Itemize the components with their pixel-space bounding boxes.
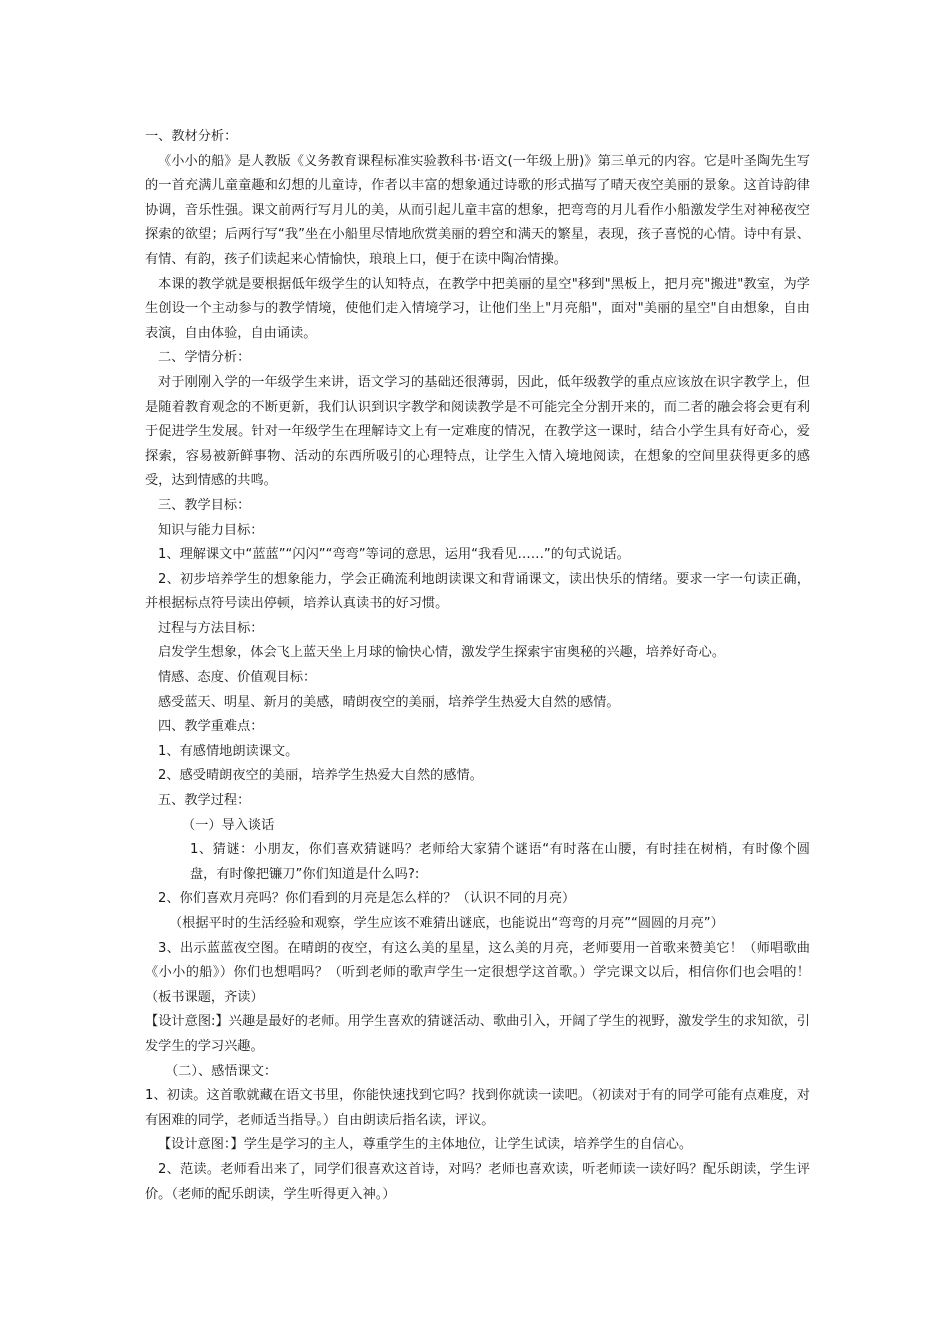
key-point-1: 1、有感情地朗读课文。: [158, 743, 299, 759]
process-step-riddle-text: 1、猜谜：小朋友，你们喜欢猜谜吗？老师给大家猜个谜语“有时落在山腰，有时挂在树梢，有时像个圆盘，有时像把镰刀”你们知道是什么吗?:: [190, 842, 810, 882]
design-intent-1: 【设计意图:】兴趣是最好的老师。用学生喜欢的猜谜活动、歌曲引入，开阔了学生的视野，激发学生的求知欲，引发学生的学习兴趣。: [145, 1014, 810, 1054]
subheading-knowledge-goals: 知识与能力目标：: [158, 522, 264, 538]
paragraph-student-analysis: 对于刚刚入学的一年级学生来讲，语文学习的基础还很薄弱，因此，低年级教学的重点应该放在识字教学上，但是随着教育观念的不断更新，我们认识到识字教学和阅读教学是不可能完全分割开来的，而二者的融会将会更有利于促进学生发展。针对一年级学生在理解诗文上有一定难度的情况，在教学这一课时，结合小学生具有好奇心，爱探索，容易被新鲜事物、活动的东西所吸引的心理特点，让学生入情入境地阅读，在想象的空间里获得更多的感受，达到情感的共鸣。: [145, 374, 810, 489]
process-step-first-reading: 1、初读。这首歌就藏在语文书里，你能快速找到它吗？找到你就读一读吧。（初读对于有的同学可能有点难度，对有困难的同学，老师适当指导。）自由朗读后指名读，评议。: [145, 1088, 810, 1128]
process-goal-text: 启发学生想象，体会飞上蓝天坐上月球的愉快心情，激发学生探索宇宙奥秘的兴趣，培养好奇心。: [158, 645, 726, 661]
section-heading-student-analysis: 二、学情分析：: [158, 350, 251, 366]
process-step-night-sky: 3、出示蓝蓝夜空图。在晴朗的夜空，有这么美的星星，这么美的月亮，老师要用一首歌来赞美它！（师唱歌曲《小小的船》）你们也想唱吗？（听到老师的歌声学生一定很想学这首歌。）学完课文以后，相信你们也会唱的！（板书课题，齐读）: [145, 940, 810, 1005]
subheading-understand-text: （二）、感悟课文：: [165, 1063, 278, 1079]
subheading-process-goals: 过程与方法目标：: [158, 620, 264, 636]
process-step-moon: 2、你们喜欢月亮吗？你们看到的月亮是怎么样的？（认识不同的月亮）: [158, 891, 576, 907]
section-heading-teaching-goals: 三、教学目标：: [158, 497, 251, 513]
process-step-model-reading: 2、范读。老师看出来了，同学们很喜欢这首诗，对吗？老师也喜欢读，听老师读一读好吗？配乐朗读，学生评价。（老师的配乐朗读，学生听得更入神。）: [145, 1161, 810, 1202]
subheading-emotion-goals: 情感、态度、价值观目标：: [158, 670, 317, 686]
goal-item-1: 1、理解课文中“蓝蓝”“闪闪”“弯弯”等词的意思，运用“我看见……”的句式说话。: [158, 547, 630, 563]
process-note-moon: （根据平时的生活经验和观察，学生应该不难猜出谜底，也能说出“弯弯的月亮”“圆圆的月亮”）: [169, 916, 724, 931]
key-point-2: 2、感受晴朗夜空的美丽，培养学生热爱大自然的感情。: [158, 768, 483, 784]
design-intent-2: 【设计意图：】学生是学习的主人，尊重学生的主体地位，让学生试读，培养学生的自信心。: [158, 1137, 693, 1153]
paragraph-textbook-analysis-2: 本课的教学就是要根据低年级学生的认知特点，在教学中把美丽的星空"移到"黑板上，把月亮"搬进"教室，为学生创设一个主动参与的教学情境，使他们走入情境学习，让他们坐上"月亮船"，面对"美丽的星空"自由想象，自由表演，自由体验，自由诵读。: [145, 276, 810, 341]
subheading-intro-talk: （一）导入谈话: [182, 817, 275, 833]
document-body: [145, 125, 810, 1207]
emotion-goal-text: 感受蓝天、明星、新月的美感，晴朗夜空的美丽，培养学生热爱大自然的感情。: [158, 694, 620, 710]
section-heading-textbook-analysis: 一、教材分析：: [145, 129, 238, 144]
paragraph-textbook-analysis-1: 《小小的船》是人教版《义务教育课程标准实验教科书·语文(一年级上册)》第三单元的内容。它是叶圣陶先生写的一首充满儿童童趣和幻想的儿童诗，作者以丰富的想象通过诗歌的形式描写了晴天夜空美丽的景象。这首诗韵律协调，音乐性强。课文前两行写月儿的美，从而引起儿童丰富的想象，把弯弯的月儿看作小船激发学生对神秘夜空探索的欲望；后两行写“我”坐在小船里尽情地欣赏美丽的碧空和满天的繁星，表现，孩子喜悦的心情。诗中有景、有情、有韵，孩子们读起来心情愉快，琅琅上口，便于在读中陶冶情操。: [145, 153, 810, 267]
section-heading-key-points: 四、教学重难点：: [158, 719, 264, 735]
process-step-riddle: [145, 838, 810, 887]
section-heading-teaching-process: 五、教学过程：: [158, 793, 251, 809]
goal-item-2: 2、初步培养学生的想象能力，学会正确流利地朗读课文和背诵课文，读出快乐的情绪。要求一字一句读正确，并根据标点符号读出停顿，培养认真读书的好习惯。: [145, 571, 810, 612]
